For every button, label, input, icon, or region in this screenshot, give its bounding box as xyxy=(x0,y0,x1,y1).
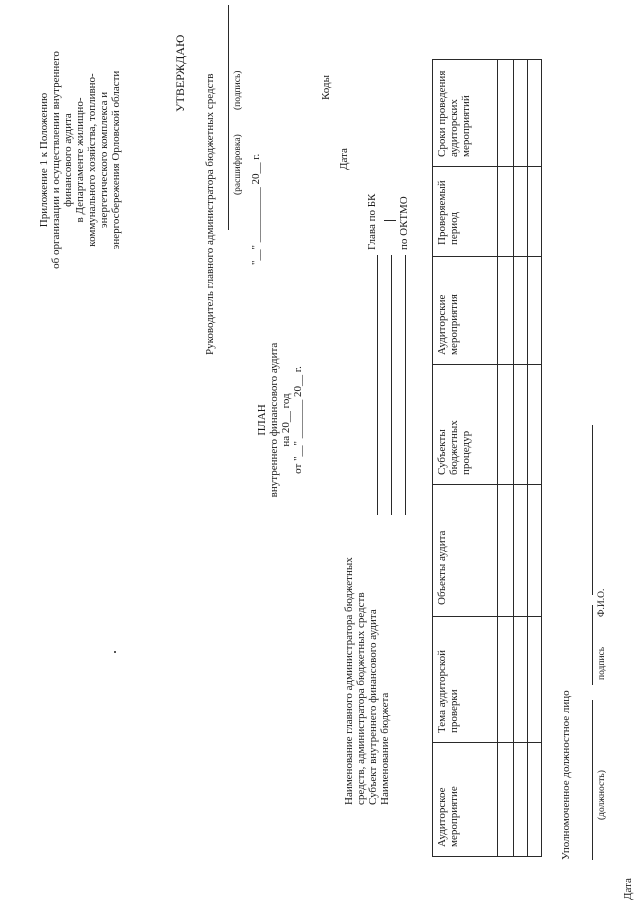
col-sep xyxy=(432,256,542,257)
field-admin-name: Наименование главного администратора бюджетных xyxy=(343,557,355,805)
appendix-line: энергосбережения Орловской области xyxy=(110,70,122,250)
footer-signature-label: подпись xyxy=(597,646,607,680)
signature-label: (подпись) xyxy=(233,70,243,110)
footer-position-label: (должность) xyxy=(597,770,607,820)
codes-oktmo-label: по ОКТМО xyxy=(398,196,410,250)
plan-title: ПЛАН xyxy=(256,404,268,436)
appendix-line: об организации и осуществлении внутреннего xyxy=(50,51,62,269)
budget-line xyxy=(405,255,406,515)
body-row-line xyxy=(527,59,528,857)
col-sep xyxy=(432,364,542,365)
field-admin-name-cont: средств, администратора бюджетных средств xyxy=(355,592,367,805)
appendix-line: в Департаменте жилищно- xyxy=(74,97,86,223)
footer-line-name xyxy=(592,425,593,595)
codes-bk-label: Глава по БК xyxy=(366,193,378,250)
field-subject: Субъект внутреннего финансового аудита xyxy=(367,609,379,805)
appendix-line: коммунального хозяйства, топливно- xyxy=(86,73,98,247)
subject-line xyxy=(391,255,392,515)
stray-mark xyxy=(114,651,116,653)
plan-header xyxy=(256,305,304,535)
signature-line xyxy=(228,5,229,230)
col-sep xyxy=(432,484,542,485)
appendix-line: Приложение 1 к Положению xyxy=(38,92,50,228)
col-header-period: Проверяемый период xyxy=(436,180,460,245)
plan-year: на 20__ год xyxy=(280,393,292,447)
codes-date-label: Дата xyxy=(338,148,350,170)
col-sep xyxy=(432,742,542,743)
col-header-deadlines: Сроки проведения аудиторских мероприятий xyxy=(436,70,472,157)
field-budget: Наименование бюджета xyxy=(379,692,391,805)
approval-title: УТВЕРЖДАЮ xyxy=(173,34,187,112)
col-header-activities: Аудиторские мероприятия xyxy=(436,294,460,355)
plan-date: от "__" _______ 20__ г. xyxy=(292,366,304,474)
header-row-line xyxy=(497,59,498,857)
col-header-objects: Объекты аудита xyxy=(436,530,448,605)
appendix-line: финансового аудита xyxy=(62,113,74,207)
appendix-note xyxy=(38,10,122,310)
footer-line-position xyxy=(592,700,593,860)
approval-date: "__" __________ 20__ г. xyxy=(250,153,262,265)
codes-box-left xyxy=(384,220,396,221)
codes-header: Коды xyxy=(320,75,332,100)
footer-date-label: Дата xyxy=(622,878,634,900)
appendix-line: энергетического комплекса и xyxy=(98,91,110,229)
footer-name-label: Ф.И.О. xyxy=(597,588,607,617)
approval-head: Руководитель главного администратора бюджетных средств xyxy=(204,73,216,355)
plan-subtitle: внутреннего финансового аудита xyxy=(268,342,280,498)
body-row-line xyxy=(513,59,514,857)
col-sep xyxy=(432,616,542,617)
col-header-subjects: Субъекты бюджетных процедур xyxy=(436,420,472,475)
footer-official: Уполномоченное должностное лицо xyxy=(560,690,572,860)
footer-line-signature xyxy=(592,605,593,685)
col-header-topic: Тема аудиторской проверки xyxy=(436,649,460,733)
decode-label: (расшифровка) xyxy=(233,134,243,195)
admin-name-line xyxy=(377,255,378,515)
col-header-audit-event: Аудиторское мероприятие xyxy=(436,786,460,847)
col-sep xyxy=(432,166,542,167)
